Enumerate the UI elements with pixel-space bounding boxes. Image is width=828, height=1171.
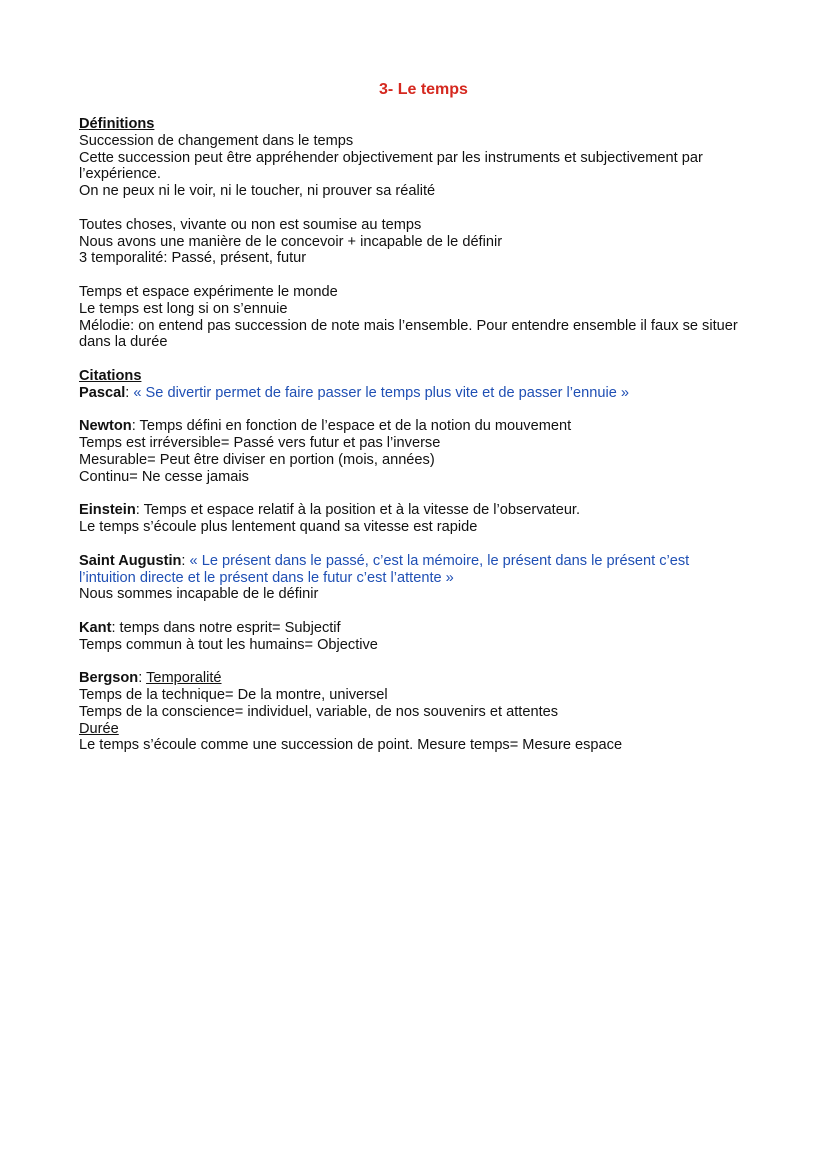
definitions-heading: Définitions [79,116,155,132]
author-name: Pascal [79,384,126,401]
quote-text: « Se divertir permet de faire passer le temps plus vite et de passer l’ennuie » [133,384,630,401]
author-name: Bergson [79,670,139,687]
citation-bergson [79,670,768,687]
citation-line: Nous sommes incapable de le définir [79,586,319,603]
citation-text: : Temps et espace relatif à la position et à la vitesse de l’observateur. [135,502,581,519]
citation-line: Le temps s’écoule comme une succession de point. Mesure temps= Mesure espace [79,737,623,754]
citation-augustin [79,553,739,587]
citation-text: : temps dans notre esprit= Subjectif [111,619,341,636]
citation-text: : Temps défini en fonction de l’espace et de la notion du mouvement [131,418,572,435]
citation-line: Continu= Ne cesse jamais [79,468,249,485]
page-title: 3- Le temps [379,81,468,98]
citation-newton [79,418,768,435]
citation-line: Temps est irréversible= Passé vers futur et pas l’inverse [79,435,441,452]
citation-line: Temps commun à tout les humains= Objective [79,636,378,653]
separator: : [138,670,147,687]
separator: : [125,384,134,401]
definition-line: Toutes choses, vivante ou non est soumise au temps [79,216,422,233]
citation-line: Le temps s’écoule plus lentement quand sa vitesse est rapide [79,519,478,536]
separator: : [181,552,190,569]
definition-line: 3 temporalité: Passé, présent, futur [79,250,307,267]
definition-line: Le temps est long si on s’ennuie [79,300,288,317]
quote-text: « Le présent dans le passé, c’est la mémoire, le présent dans le présent c’est l’intuition directe et le présent dans le futur c’est l’attente » [79,552,690,586]
definition-line: Succession de changement dans le temps [79,132,354,149]
citation-line: Temps de la conscience= individuel, variable, de nos souvenirs et attentes [79,703,559,720]
citation-einstein [79,502,768,519]
citation-pascal [79,385,768,402]
citations-heading: Citations [79,367,142,384]
definition-line: Cette succession peut être appréhender objectivement par les instruments et subjectivement par l’expérience. [79,149,703,183]
author-name: Kant [79,619,112,636]
definition-line: On ne peux ni le voir, ni le toucher, ni prouver sa réalité [79,183,436,200]
definition-line: Mélodie: on entend pas succession de note mais l’ensemble. Pour entendre ensemble il faux se situer dans la durée [79,317,738,351]
citation-line: Mesurable= Peut être diviser en portion (mois, années) [79,451,435,468]
definition-line: Temps et espace expérimente le monde [79,283,338,300]
subheading-duree: Durée [79,720,119,737]
subheading-temporalite: Temporalité [146,670,222,687]
author-name: Einstein [79,502,136,519]
citation-kant [79,620,768,637]
citation-line: Temps de la technique= De la montre, universel [79,687,388,704]
author-name: Newton [79,418,132,435]
definition-line: Nous avons une manière de le concevoir + incapable de le définir [79,233,503,250]
author-name: Saint Augustin [79,552,182,569]
